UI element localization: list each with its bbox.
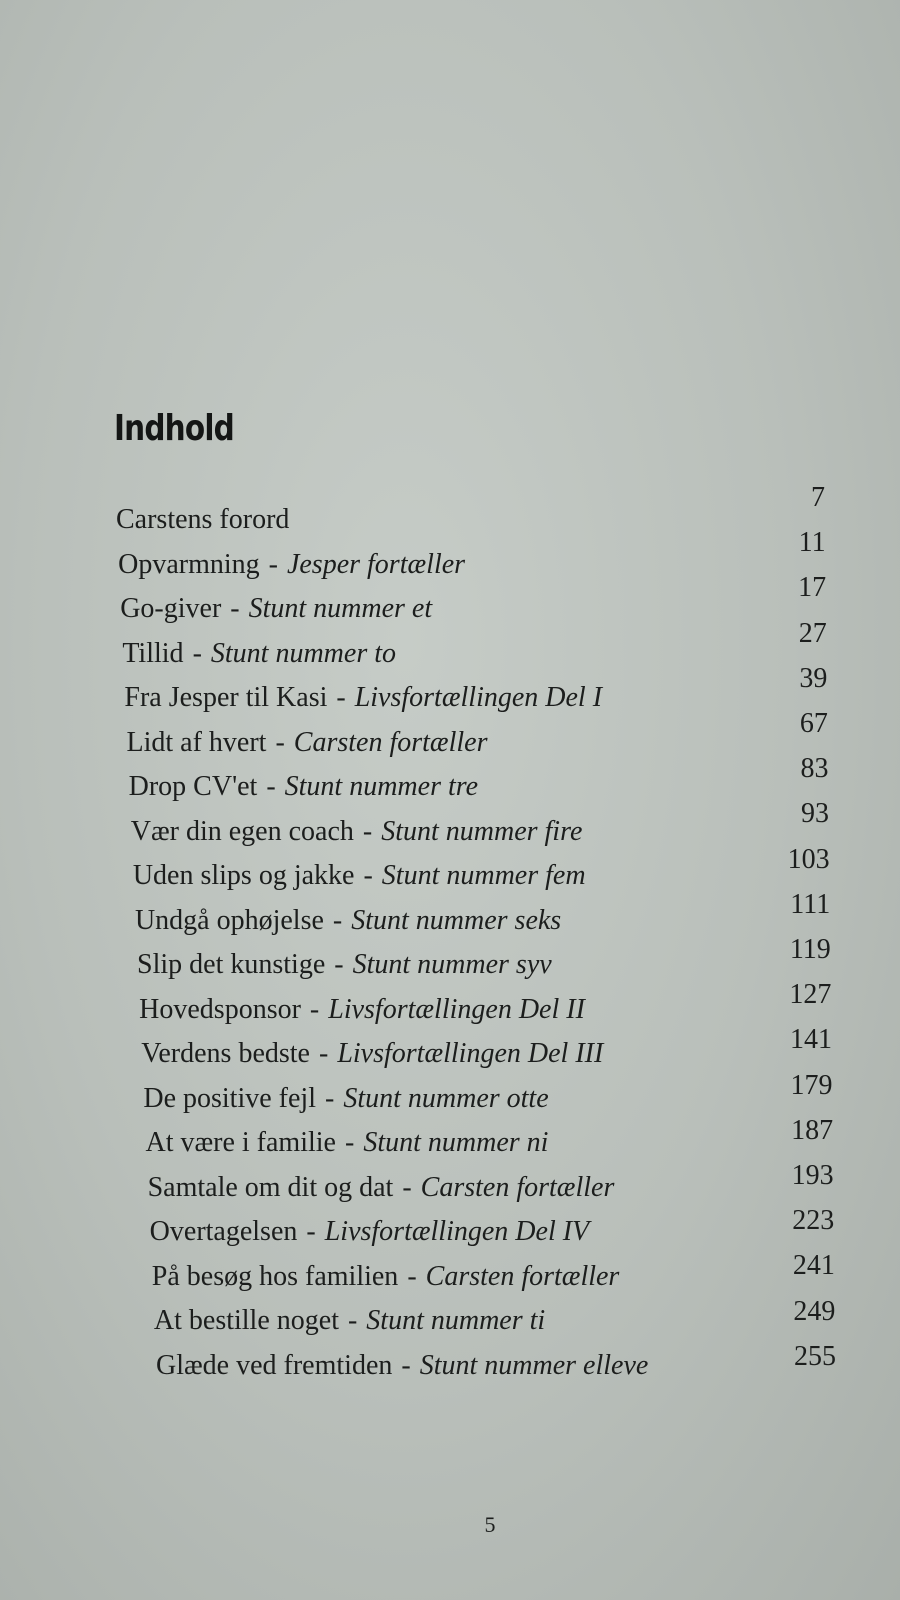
toc-entry-dash: - xyxy=(302,993,327,1025)
toc-entry-main: Verdens bedste xyxy=(141,1038,310,1069)
toc-entry-subtitle: Stunt nummer fem xyxy=(381,860,586,891)
toc-entry-page: 17 xyxy=(798,572,827,604)
toc-entry-subtitle: Carsten fortæller xyxy=(425,1260,620,1292)
toc-entry-title xyxy=(133,856,586,896)
toc-entry-title xyxy=(122,634,396,674)
toc-entry-title xyxy=(120,589,432,629)
toc-entry-dash: - xyxy=(356,860,380,891)
toc-entry-page: 119 xyxy=(789,934,831,965)
toc-entry-title xyxy=(116,500,289,540)
toc-entry-title xyxy=(141,1034,603,1074)
toc-entry-dash: - xyxy=(299,1216,323,1247)
toc-entry-subtitle: Livsfortællingen Del III xyxy=(337,1038,604,1069)
toc-entry-page: 11 xyxy=(798,527,826,559)
toc-entry-dash: - xyxy=(325,904,350,936)
toc-entry-page: 223 xyxy=(792,1205,835,1237)
toc-entry-title xyxy=(150,1212,589,1252)
toc-entry-subtitle: Stunt nummer fire xyxy=(381,815,583,847)
toc-entry-subtitle: Jesper fortæller xyxy=(286,548,466,580)
toc-entry-page: 187 xyxy=(791,1114,834,1146)
toc-entry-page: 179 xyxy=(790,1069,833,1101)
toc-entry-main: Undgå ophøjelse xyxy=(134,904,324,936)
toc-entry-dash: - xyxy=(223,593,247,624)
toc-entry-dash: - xyxy=(317,1082,342,1114)
toc-entry-page: 249 xyxy=(793,1295,836,1327)
toc-entry-main: Glæde ved fremtiden xyxy=(156,1349,393,1381)
toc-entry-main: Opvarmning xyxy=(118,548,260,580)
toc-entry-main: Hovedsponsor xyxy=(139,993,301,1025)
toc-entry-main: Samtale om dit og dat xyxy=(147,1171,394,1203)
toc-entry-dash: - xyxy=(327,949,351,980)
toc-entry-subtitle: Stunt nummer ti xyxy=(366,1305,546,1336)
toc-entry-title xyxy=(137,945,552,985)
toc-entry-title xyxy=(152,1257,620,1297)
toc-entry-main: De positive fejl xyxy=(143,1082,316,1114)
toc-entry-main: Carstens forord xyxy=(116,504,290,535)
toc-entry-page: 67 xyxy=(799,708,828,739)
toc-entry-title xyxy=(129,767,478,807)
toc-entry-subtitle: Stunt nummer syv xyxy=(352,949,552,980)
toc-entry-page: 127 xyxy=(789,979,832,1011)
toc-entry-title xyxy=(154,1301,545,1341)
toc-entry-subtitle: Stunt nummer seks xyxy=(351,904,562,936)
toc-entry-dash: - xyxy=(400,1260,424,1292)
toc-entry-subtitle: Livsfortællingen Del IV xyxy=(324,1216,590,1247)
toc-entry-dash: - xyxy=(394,1349,418,1381)
toc-entry-title xyxy=(139,990,585,1030)
toc-entry-main: At bestille noget xyxy=(153,1305,339,1336)
toc-entry-main: Slip det kunstige xyxy=(137,949,326,980)
toc-entry-subtitle: Stunt nummer et xyxy=(248,593,433,624)
toc-entry-title xyxy=(148,1168,615,1208)
toc-entry-title xyxy=(131,812,583,852)
toc-entry-title xyxy=(124,678,602,718)
toc-entry-subtitle: Stunt nummer to xyxy=(210,637,396,669)
toc-entry-subtitle: Stunt nummer tre xyxy=(284,771,479,802)
toc-entry-title xyxy=(135,901,561,941)
toc-entry-page: 103 xyxy=(787,843,830,875)
toc-entry-subtitle: Stunt nummer ni xyxy=(363,1127,549,1158)
toc-entry-main: At være i familie xyxy=(145,1127,336,1158)
toc-entry-dash: - xyxy=(337,1127,362,1158)
toc-entry-main: Tillid xyxy=(122,637,184,669)
toc-entry-subtitle: Livsfortællingen Del II xyxy=(328,993,585,1025)
toc-entry-main: På besøg hos familien xyxy=(151,1260,399,1292)
toc-entry-main: Fra Jesper til Kasi xyxy=(124,682,328,713)
toc-entry-subtitle: Carsten fortæller xyxy=(420,1171,615,1203)
toc-entry-page: 141 xyxy=(789,1024,832,1056)
toc-entry-title xyxy=(143,1079,548,1119)
toc-entry-main: Drop CV'et xyxy=(128,771,258,802)
page-number: 5 xyxy=(484,1512,496,1537)
toc-entry-title xyxy=(118,545,465,585)
toc-entry-main: Go-giver xyxy=(120,593,222,624)
toc-entry-dash: - xyxy=(185,637,209,669)
toc-entry-dash: - xyxy=(259,771,283,802)
toc-entry-page: 93 xyxy=(801,798,830,830)
toc-entry-page: 241 xyxy=(792,1250,835,1282)
toc-entry-subtitle: Carsten fortæller xyxy=(293,726,488,758)
toc-entry-page: 27 xyxy=(798,617,827,649)
toc-entry-main: Uden slips og jakke xyxy=(132,860,355,891)
toc-entry-dash: - xyxy=(395,1171,419,1203)
toc-entry-title xyxy=(145,1123,548,1163)
toc-entry-dash: - xyxy=(261,548,285,580)
toc-entry-page: 255 xyxy=(794,1340,836,1372)
toc-entry-page: 193 xyxy=(791,1160,834,1191)
toc-entry-dash: - xyxy=(340,1305,365,1336)
toc-entry-page: 39 xyxy=(799,662,828,694)
toc-heading: Indhold xyxy=(114,408,234,449)
toc-entry-main: Overtagelsen xyxy=(149,1216,298,1247)
toc-entry-title xyxy=(156,1346,648,1386)
toc-entry-dash: - xyxy=(311,1038,336,1069)
toc-entry-main: Vær din egen coach xyxy=(130,815,354,847)
toc-entry-page: 111 xyxy=(790,888,831,920)
toc-entry-page: 83 xyxy=(800,753,829,785)
toc-entry-dash: - xyxy=(329,682,353,713)
toc-entry-main: Lidt af hvert xyxy=(126,726,267,758)
toc-entry-title xyxy=(127,723,488,763)
toc-entry-dash: - xyxy=(268,726,292,758)
toc-entry-subtitle: Livsfortællingen Del I xyxy=(354,682,603,713)
toc-entry-page: 7 xyxy=(811,482,825,513)
toc-entry-subtitle: Stunt nummer elleve xyxy=(419,1349,649,1381)
toc-entry-dash: - xyxy=(355,815,380,847)
toc-entry-subtitle: Stunt nummer otte xyxy=(343,1082,549,1114)
